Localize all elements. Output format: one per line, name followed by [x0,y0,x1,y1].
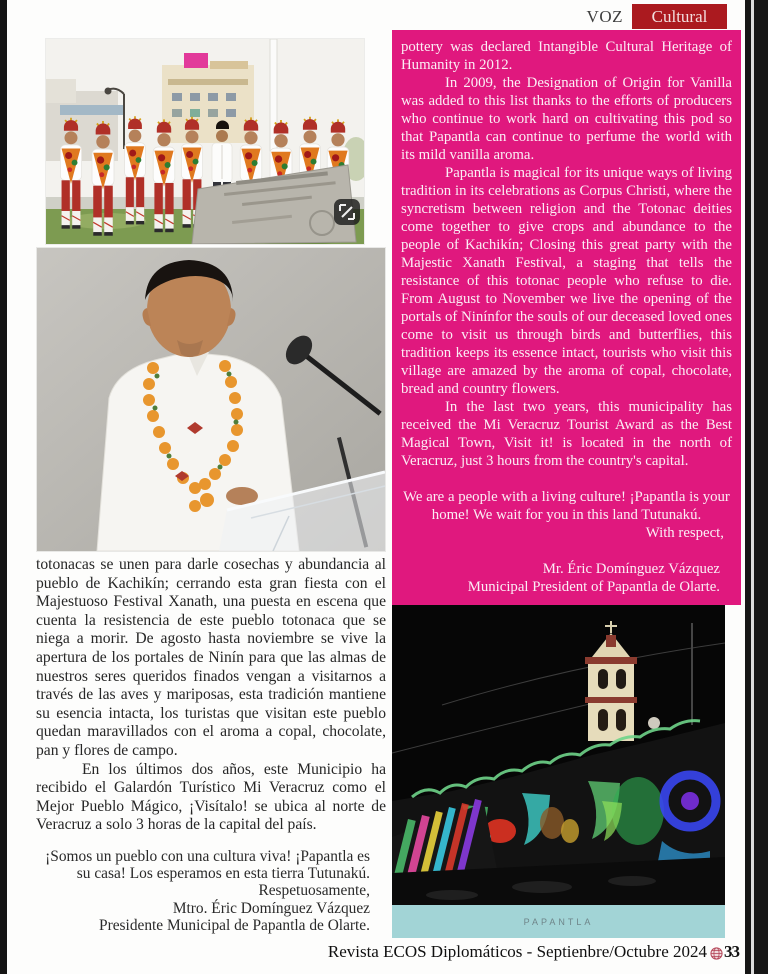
flag-pole [270,39,277,151]
page-number: 33 [724,942,739,961]
church-photo-illustration [392,605,725,905]
photo-papantla-church-lights [392,605,725,905]
hotel-building [162,53,254,143]
left-closing-block [36,848,386,934]
section-label: VOZ [586,6,623,26]
footer-magazine-title: Revista ECOS Diplomáticos - Septienbre/Octubre 2024 [327,942,707,961]
footer [328,942,739,962]
camera-watermark-icon [334,199,360,225]
invitation-text: We are a people with a living culture! ¡Papantla is your home! We wait for you in this land Tutunakú. [403,489,730,523]
photo-caption: PAPANTLA [523,916,594,927]
right-paragraph-2: In 2009, the Designation of Origin for Vanilla was added to this list thanks to the efforts of producers who continue to work hard on cultivating this pod so that Papantla can continue to perfume the world with its mild vanilla aroma. [401,75,732,163]
left-article-text [36,556,386,940]
mayor-photo-illustration [37,248,385,551]
scan-edge-highlight [751,0,754,974]
header [587,4,727,29]
photo-mayor-podium [36,247,386,552]
left-paragraph-1: totonacas se unen para darle cosechas y abundancia al pueblo de Kachikín; cerrando esta gran fiesta con el Majestuoso Festival Xanath, una puesta en escena que cuenta la resistencia de este pueblo totonaca que se niega a morir. De agosto hasta noviembre se vive la apertura de los portales de Ninín para que las almas de nuestros seres queridos finados vengan a visitarnos a través de las aves y mariposas, esta tradición mantiene su esencia intacta, los turistas que visitan este pueblo quedan maravillados con el aroma a copal, chocolate, pan y flores de campo. [36,556,386,759]
closing-respect: Respetuosamente, [258,882,370,900]
scan-edge-right [745,0,768,974]
signature-title: Municipal President of Papantla de Olarte. [467,579,720,595]
scan-edge-left [0,0,7,974]
category-badge: Cultural [632,4,727,29]
closing-title: Presidente Municipal de Papantla de Olarte. [99,916,370,934]
with-respect: With respect, [645,525,724,541]
photo-caption-band [392,905,725,938]
signature-name: Mr. Éric Domínguez Vázquez [542,561,720,577]
voladores-photo-illustration [46,39,364,244]
globe-icon [710,947,723,960]
closing-name: Mtro. Éric Domínguez Vázquez [172,899,370,917]
closing-line-1: ¡Somos un pueblo con una cultura viva! ¡Papantla es [45,847,370,865]
english-article-panel [392,30,741,605]
photo-voladores-group [45,38,365,245]
light-globe [648,717,660,729]
right-paragraph-4: In the last two years, this municipality has received the Mi Veracruz Tourist Award as the Best Magical Town, Visit it! is located in the north of Veracruz, just 3 hours from the country's capital. [401,399,732,469]
left-paragraph-2: En los últimos dos años, este Municipio ha recibido el Galardón Turístico Mi Veracruz como el Mejor Pueblo Mágico, ¡Visítalo! se ubica al norte de Veracruz a solo 3 horas de la capital del país. [36,760,386,834]
right-paragraph-1: pottery was declared Intangible Cultural Heritage of Humanity in 2012. [401,39,732,73]
signature-block [401,560,732,596]
right-paragraph-3: Papantla is magical for its unique ways of living tradition in its celebrations as Corpus Christi, where the syncretism between religion and the Totonac deities come together to give crops and abundance to the people of Kachikín; Closing this great party with the Majestic Xanath Festival, a staging that tells the resistance of this totonac people who refuse to die. From August to November we live the opening of the portals of Ninínfor the souls of our deceased loved ones come to visit us through birds and butterflies, this tradition keeps its essence intact, tourists who visit this village are amazed by the aroma of copal, chocolate, bread and country flowers. [401,165,732,397]
closing-line-2: su casa! Los esperamos en esta tierra Tutunakú. [76,865,370,883]
